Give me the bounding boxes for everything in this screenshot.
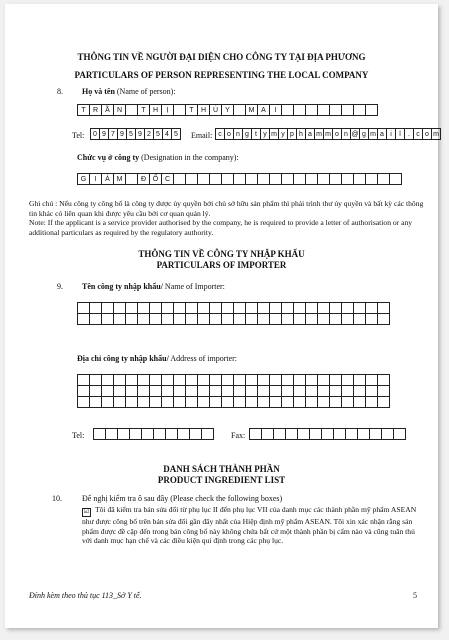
importer-title-vi: THÔNG TIN VỀ CÔNG TY NHẬP KHẨU <box>138 249 305 259</box>
note-en: Note: If the applicant is a service provider authorised by the company, he is required to provide a letter of authorisation or any additional particulars as required by the regulatory authority. <box>29 218 413 237</box>
ingredient-declaration <box>82 505 422 546</box>
document-page <box>5 4 438 628</box>
char-box[interactable]: I <box>89 173 102 185</box>
importer-fax-boxes[interactable] <box>249 428 405 440</box>
person-tel-boxes[interactable] <box>90 128 180 140</box>
char-box[interactable]: m <box>431 128 441 140</box>
importer-address-label: Địa chỉ công ty nhập khẩu/ Address of importer: <box>77 354 238 363</box>
char-box[interactable]: 4 <box>162 128 172 140</box>
char-box[interactable]: @ <box>350 128 360 140</box>
person-name-boxes[interactable] <box>77 104 377 116</box>
char-box[interactable]: n <box>341 128 351 140</box>
check-instruction: Để nghị kiểm tra ô sau đây (Please check the following boxes) <box>82 494 283 503</box>
position-boxes[interactable] <box>77 173 401 185</box>
char-box[interactable]: 2 <box>144 128 154 140</box>
rep-title-vi: THÔNG TIN VỀ NGƯỜI ĐẠI DIỆN CHO CÔNG TY TẠI ĐỊA PHƯƠNG <box>77 52 366 62</box>
ingredients-title-vi: DANH SÁCH THÀNH PHẦN <box>163 464 280 474</box>
char-box[interactable]: Đ <box>137 173 150 185</box>
char-box[interactable] <box>389 173 402 185</box>
char-box[interactable]: Á <box>101 173 114 185</box>
declaration-text: Tôi đã kiểm tra bản sửa đổi từ phụ lục II đến phụ lục VII của danh mục các thành phần mỹ phẩm ASEAN như được công bố trên bản sửa đổi gần đây nhất của Hiệp định mỹ phẩm ASEAN. Tôi xin xác nhận rằng sản phẩm được đề cập đến trong bản công bố này không chứa bất cứ một thành phần bị cấm nào và cũng tuân thủ với danh mục hạn chế và các điều kiện qui định trong các phụ lục. <box>82 505 417 545</box>
char-box[interactable]: m <box>323 128 333 140</box>
ingredients-title-en: PRODUCT INGREDIENT LIST <box>157 475 286 485</box>
char-box[interactable]: i <box>386 128 396 140</box>
char-box[interactable]: 7 <box>108 128 118 140</box>
char-box[interactable]: 5 <box>171 128 181 140</box>
email-label: Email: <box>191 131 213 140</box>
importer-name-boxes-line-2[interactable] <box>77 313 389 325</box>
char-box[interactable]: G <box>77 173 90 185</box>
char-box[interactable]: y <box>278 128 288 140</box>
char-box[interactable]: g <box>242 128 252 140</box>
char-box[interactable]: c <box>413 128 423 140</box>
name-label: Họ và tên (Name of person): <box>82 87 176 96</box>
rep-title-en: PARTICULARS OF PERSON REPRESENTING THE LOCAL COMPANY <box>74 70 369 80</box>
char-box[interactable]: 9 <box>117 128 127 140</box>
importer-name-label: Tên công ty nhập khẩu/ Name of Importer: <box>82 282 225 291</box>
char-box[interactable]: m <box>368 128 378 140</box>
char-box[interactable]: Ầ <box>101 104 114 116</box>
char-box[interactable]: M <box>245 104 258 116</box>
page-number: 5 <box>413 591 417 600</box>
char-box[interactable]: . <box>404 128 414 140</box>
char-box[interactable]: Ị <box>161 104 174 116</box>
char-box[interactable]: g <box>359 128 369 140</box>
char-box[interactable]: I <box>269 104 282 116</box>
char-box[interactable]: 5 <box>126 128 136 140</box>
footer-attachment-note: Đính kèm theo thủ tục 113_Sở Y tế. <box>29 591 142 600</box>
char-box[interactable]: 5 <box>153 128 163 140</box>
char-box[interactable]: Y <box>221 104 234 116</box>
char-box[interactable]: o <box>332 128 342 140</box>
char-box[interactable]: T <box>137 104 150 116</box>
char-box[interactable]: 0 <box>90 128 100 140</box>
char-box[interactable]: o <box>224 128 234 140</box>
char-box[interactable]: m <box>269 128 279 140</box>
char-box[interactable]: M <box>113 173 126 185</box>
char-box[interactable]: t <box>251 128 261 140</box>
char-box[interactable] <box>393 428 406 440</box>
char-box[interactable] <box>365 104 378 116</box>
char-box[interactable]: a <box>377 128 387 140</box>
char-box[interactable]: T <box>185 104 198 116</box>
importer-address-boxes-line-3[interactable] <box>77 396 389 408</box>
char-box[interactable]: p <box>287 128 297 140</box>
importer-tel-label: Tel: <box>72 431 85 440</box>
char-box[interactable]: 9 <box>135 128 145 140</box>
person-email-boxes[interactable] <box>215 128 440 140</box>
tel-label: Tel: <box>72 131 85 140</box>
char-box[interactable] <box>201 428 214 440</box>
char-box[interactable]: C <box>161 173 174 185</box>
char-box[interactable]: n <box>233 128 243 140</box>
item-number-10: 10. <box>52 494 62 503</box>
char-box[interactable]: h <box>296 128 306 140</box>
declaration-checkbox[interactable]: ☑ <box>83 509 90 515</box>
char-box[interactable]: a <box>305 128 315 140</box>
char-box[interactable] <box>377 396 390 408</box>
item-number-9: 9. <box>57 282 63 291</box>
char-box[interactable]: N <box>113 104 126 116</box>
char-box[interactable]: A <box>257 104 270 116</box>
char-box[interactable]: 9 <box>99 128 109 140</box>
char-box[interactable]: H <box>149 104 162 116</box>
char-box[interactable]: l <box>395 128 405 140</box>
char-box[interactable] <box>377 313 390 325</box>
importer-title-en: PARTICULARS OF IMPORTER <box>156 260 287 270</box>
char-box[interactable]: R <box>89 104 102 116</box>
char-box[interactable]: T <box>77 104 90 116</box>
importer-tel-boxes[interactable] <box>93 428 213 440</box>
position-label: Chức vụ ở công ty (Designation in the company): <box>77 153 239 162</box>
char-box[interactable]: Ú <box>209 104 222 116</box>
note-vi: Ghi chú : Nếu công ty công bố là công ty được ủy quyền bởi chủ sở hữu sản phẩm thì phải trình thư ủy quyền và bất kỳ các thông tin khác có liên quan khi được yêu cầu bởi cơ quan quản lý. <box>29 199 424 218</box>
importer-fax-label: Fax: <box>231 431 246 440</box>
char-box[interactable]: o <box>422 128 432 140</box>
char-box[interactable]: c <box>215 128 225 140</box>
char-box[interactable]: H <box>197 104 210 116</box>
char-box[interactable]: Ố <box>149 173 162 185</box>
char-box[interactable]: m <box>314 128 324 140</box>
char-box[interactable]: y <box>260 128 270 140</box>
item-number-8: 8. <box>57 87 63 96</box>
